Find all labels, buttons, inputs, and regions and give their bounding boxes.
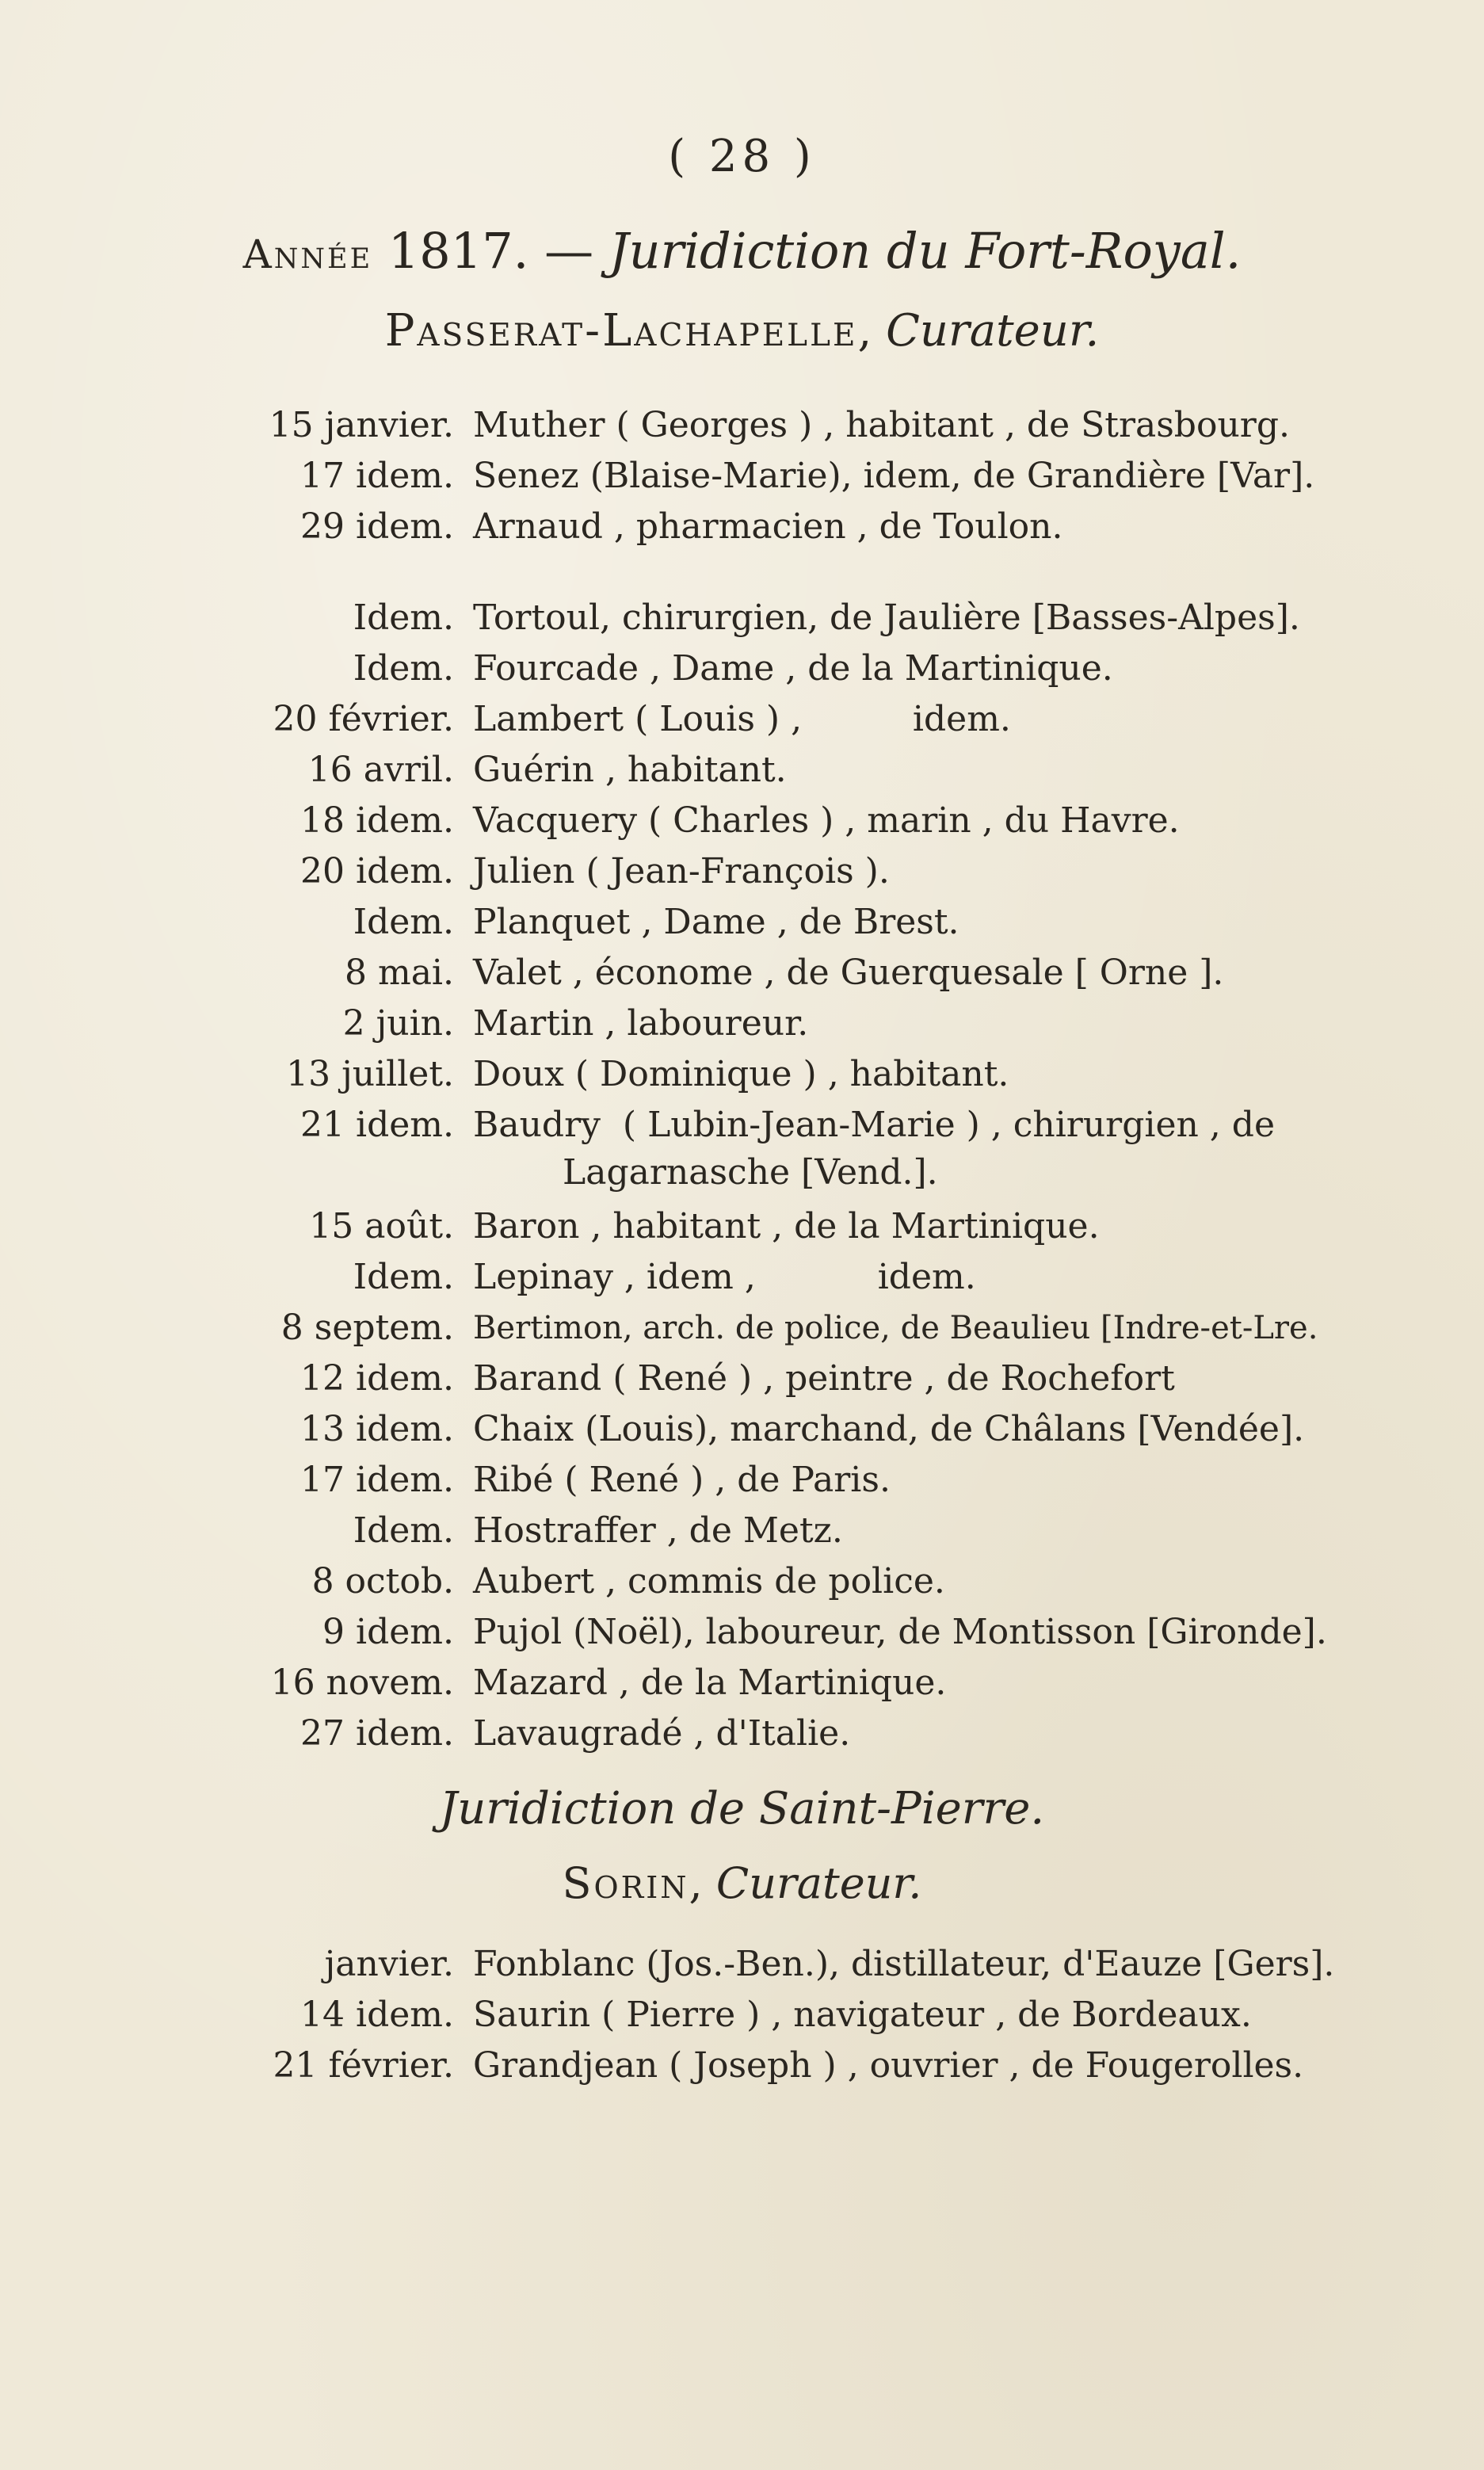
entry-date: 20 idem.: [300, 851, 454, 891]
year-label: 1817.: [387, 222, 529, 280]
entry-date: Idem.: [353, 1257, 454, 1297]
list-item: [0, 1607, 1484, 1658]
entry-text: Aubert , commis de police.: [473, 1561, 945, 1601]
entry-text: Barand ( René ) , peintre , de Rochefort: [473, 1358, 1175, 1399]
entry-date: 16 novem.: [270, 1663, 454, 1703]
entry-text: Senez (Blaise-Marie), idem, de Grandière [Var].: [473, 456, 1315, 496]
entry-date: 29 idem.: [300, 506, 454, 547]
list-item: [0, 1100, 1484, 1151]
annee-label: Année: [242, 231, 373, 277]
entry-text: Lambert ( Louis ) , idem.: [473, 699, 1011, 739]
entry-text: Saurin ( Pierre ) , navigateur , de Bordeaux.: [473, 1995, 1252, 2035]
entry-date: 16 avril.: [307, 750, 454, 790]
curator-separator: ,: [689, 1858, 703, 1908]
entry-date: 27 idem.: [300, 1713, 454, 1754]
entry-date: 21 idem.: [300, 1105, 454, 1145]
page-number: ( 28 ): [668, 131, 816, 182]
list-item: [0, 2041, 1484, 2091]
list-item: [0, 593, 1484, 643]
entry-date: 2 juin.: [342, 1003, 454, 1044]
entry-text: Mazard , de la Martinique.: [473, 1663, 947, 1703]
list-item: [0, 1404, 1484, 1455]
entry-text: Lagarnasche [Vend.].: [563, 1152, 938, 1193]
curator-separator: ,: [857, 305, 872, 357]
entry-date: 15 août.: [309, 1206, 454, 1246]
entry-text: Fonblanc (Jos.-Ben.), distillateur, d'Eauze [Gers].: [473, 1944, 1335, 1984]
list-item: [0, 1506, 1484, 1556]
entry-text: Planquet , Dame , de Brest.: [473, 902, 959, 942]
list-item: [0, 502, 1484, 552]
list-item: [0, 948, 1484, 998]
entry-text: Tortoul, chirurgien, de Jaulière [Basses-Alpes].: [473, 597, 1300, 638]
list-item: [0, 846, 1484, 897]
entry-date: janvier.: [324, 1944, 454, 1984]
list-item: [0, 694, 1484, 745]
entry-date: 12 idem.: [300, 1358, 454, 1399]
entry-text: Baron , habitant , de la Martinique.: [473, 1206, 1100, 1246]
list-item: [0, 1353, 1484, 1404]
list-item: [0, 400, 1484, 451]
entry-date: Idem.: [353, 1510, 454, 1551]
entry-text: Baudry ( Lubin-Jean-Marie ) , chirurgien , de: [473, 1105, 1275, 1145]
year-heading: [0, 222, 1484, 280]
entry-date: Idem.: [353, 902, 454, 942]
entry-date: 17 idem.: [300, 456, 454, 496]
list-item: [0, 1658, 1484, 1708]
entry-text: Chaix (Louis), marchand, de Châlans [Vendée].: [473, 1409, 1305, 1449]
list-item: [0, 897, 1484, 948]
entry-date: 14 idem.: [300, 1995, 454, 2035]
entry-text: Doux ( Dominique ) , habitant.: [473, 1054, 1009, 1094]
entry-date: 8 mai.: [345, 952, 454, 993]
entry-text: Lepinay , idem , idem.: [473, 1257, 976, 1297]
entry-date: 18 idem.: [300, 800, 454, 841]
entry-date: 8 septem.: [280, 1308, 454, 1348]
entry-date: Idem.: [353, 597, 454, 638]
heading-dash: —: [544, 222, 594, 280]
entry-date: 17 idem.: [300, 1460, 454, 1500]
curator-heading-saint-pierre: [0, 1858, 1484, 1908]
entry-text: Arnaud , pharmacien , de Toulon.: [473, 506, 1063, 547]
section-heading-saint-pierre: Juridiction de Saint-Pierre.: [439, 1783, 1045, 1834]
entry-text: Guérin , habitant.: [473, 750, 787, 790]
entry-date: 8 octob.: [311, 1561, 454, 1601]
entry-text: Julien ( Jean-François ).: [473, 851, 890, 891]
curator-heading: [0, 305, 1484, 357]
entry-text: Lavaugradé , d'Italie.: [473, 1713, 851, 1754]
entry-date: 13 idem.: [300, 1409, 454, 1449]
list-item: [0, 643, 1484, 694]
entry-date: 13 juillet.: [286, 1054, 454, 1094]
list-item: [0, 1990, 1484, 2041]
list-item: [0, 1303, 1484, 1353]
entry-text: Bertimon, arch. de police, de Beaulieu [Indre-et-Lre.: [473, 1310, 1318, 1346]
entry-text: Hostraffer , de Metz.: [473, 1510, 843, 1551]
entry-date: 15 janvier.: [269, 405, 454, 445]
entry-text: Ribé ( René ) , de Paris.: [473, 1460, 891, 1500]
entry-text: Muther ( Georges ) , habitant , de Strasbourg.: [473, 405, 1290, 445]
entry-text: Valet , économe , de Guerquesale [ Orne ].: [473, 952, 1224, 993]
list-item: [0, 451, 1484, 502]
jurisdiction-title: Juridiction du Fort-Royal.: [608, 222, 1242, 280]
entry-date: Idem.: [353, 648, 454, 689]
curator-title: Curateur.: [886, 305, 1100, 357]
list-item: [0, 998, 1484, 1049]
entry-date: 20 février.: [273, 699, 454, 739]
entry-text: Grandjean ( Joseph ) , ouvrier , de Fougerolles.: [473, 2045, 1304, 2086]
curator-name: Passerat-Lachapelle: [384, 305, 858, 357]
list-item: [0, 1939, 1484, 1990]
list-item: [0, 1201, 1484, 1252]
entry-text: Fourcade , Dame , de la Martinique.: [473, 648, 1113, 689]
list-item-continuation: [0, 1147, 1484, 1198]
curator-title: Curateur.: [715, 1858, 922, 1908]
list-item: [0, 1708, 1484, 1759]
entry-text: Vacquery ( Charles ) , marin , du Havre.: [473, 800, 1180, 841]
entry-text: Pujol (Noël), laboureur, de Montisson [Gironde].: [473, 1612, 1327, 1652]
list-item: [0, 1455, 1484, 1506]
list-item: [0, 745, 1484, 796]
entry-date: 9 idem.: [322, 1612, 454, 1652]
entry-text: Martin , laboureur.: [473, 1003, 809, 1044]
entry-date: 21 février.: [273, 2045, 454, 2086]
list-item: [0, 1252, 1484, 1303]
list-item: [0, 1049, 1484, 1100]
curator-name: Sorin: [562, 1858, 689, 1908]
list-item: [0, 796, 1484, 846]
list-item: [0, 1556, 1484, 1607]
